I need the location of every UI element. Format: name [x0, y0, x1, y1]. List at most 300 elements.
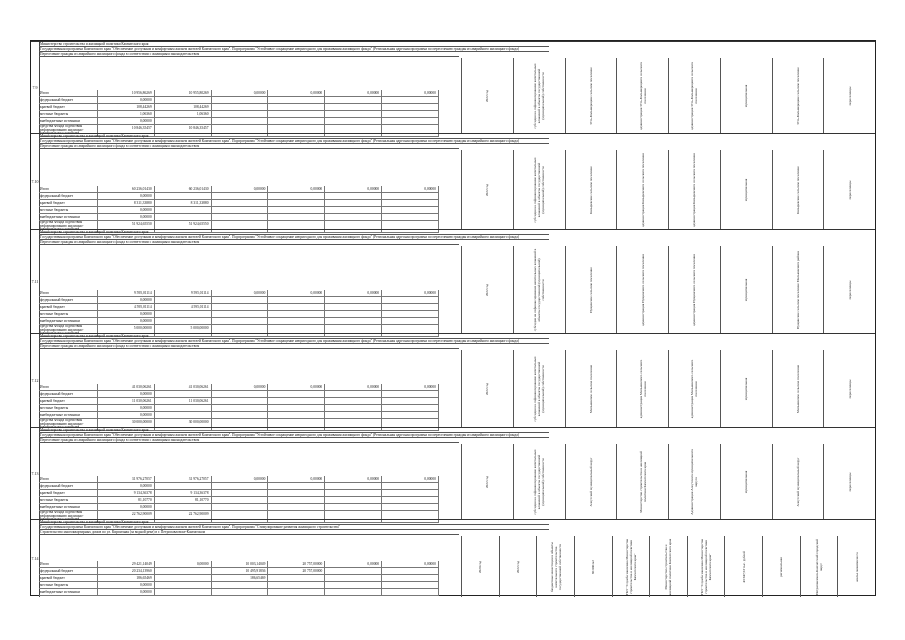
attribute-text: ГКУ "Служба заказчика Министерства строительства и жилищной политики Камчатского края" [700, 538, 713, 595]
attribute-cell [687, 536, 725, 597]
value-cell [325, 483, 382, 489]
table-row [39, 575, 439, 582]
row-label: федеральный бюджет [39, 391, 98, 397]
value-cell [212, 398, 269, 404]
table-row [39, 111, 439, 118]
value-cell: 0,00000 [382, 476, 439, 482]
row-label: федеральный бюджет [39, 568, 98, 574]
program-block [31, 427, 875, 522]
attribute-text: Министерство строительства и жилищной политики Камчатского края [638, 450, 647, 513]
value-cell [212, 497, 269, 503]
value-cell [268, 304, 325, 310]
value-cell: 20 757,00000 [268, 561, 325, 567]
attribute-text: региональная [779, 556, 784, 577]
value-cell [268, 391, 325, 397]
value-cell: 4 595,01114 [98, 304, 155, 310]
table-row [39, 193, 439, 200]
value-cell [382, 304, 439, 310]
value-cell [155, 391, 212, 397]
row-label: местные бюджеты [39, 405, 98, 411]
table-row [39, 391, 439, 398]
measure-title: Строительство многоквартирных домов по ул. Кирпичная (за водной реке) в г. Петропавловске-Камчатском [39, 530, 459, 535]
program-header: Государственная программа Камчатского края "Обеспечение доступным и комфортным жильем жителей Камчатского края". Подпрограмма "Устойчивое сокращение непригодного для проживания жилищного фонда" (Региональная адресная программа по переселению граждан из аварийного жилищного фонда) [39, 433, 549, 438]
attribute-text: переселенцы [847, 86, 852, 105]
row-label: средства Фонда содействия реформированию жилищно-коммунального хозяйства [39, 511, 98, 522]
attribute-cell [720, 150, 772, 229]
attribute-cell [612, 536, 650, 597]
attribute-text: Пущинское сельское поселение Мильковского района [795, 250, 800, 329]
value-cell [382, 589, 439, 595]
row-label: местные бюджеты [39, 311, 98, 317]
attribute-text: ГКУ "Служба заказчика Министерства строительства и жилищной политики Камчатского края" [624, 538, 637, 595]
measure-title: Переселение граждан из аварийного жилищного фонда в соответствии с жилищным законодательством [39, 52, 459, 57]
attribute-cell [720, 58, 772, 133]
attribute-cell [800, 536, 838, 597]
value-cell: 0,00000 [155, 561, 212, 567]
value-cell [325, 193, 382, 199]
attribute-text: субсидия на софинансирование капитальных вложений в объекты государственной (муниципальной) собственности [533, 355, 546, 422]
value-cell [382, 504, 439, 510]
value-cell [382, 497, 439, 503]
budget-table [30, 40, 876, 596]
attribute-cell [513, 444, 565, 519]
value-cell: 5 000,00000 [155, 325, 212, 336]
value-cell: 51 924,65550 [98, 221, 155, 232]
value-cell: 10 956,86269 [98, 90, 155, 96]
table-row [39, 200, 439, 207]
value-cell: 4 595,01114 [155, 304, 212, 310]
value-cell [325, 582, 382, 588]
attribute-cell [762, 536, 800, 597]
row-label: средства Фонда содействия реформированию жилищно-коммунального хозяйства [39, 221, 98, 232]
value-cell [212, 504, 269, 510]
value-cell: 0,00000 [98, 207, 155, 213]
value-cell: 20 757,00000 [268, 568, 325, 574]
row-label: местные бюджеты [39, 582, 98, 588]
ministry-header: Министерство строительства и жилищной политики Камчатского края [39, 520, 549, 525]
value-cell [268, 490, 325, 496]
value-cell: 0,00000 [268, 384, 325, 390]
attribute-text: муниципальная [744, 470, 749, 493]
value-cell: 5 000,00000 [98, 325, 155, 336]
value-cell [382, 568, 439, 574]
attribute-cell [823, 150, 875, 229]
value-cell: 10 846,35457 [155, 125, 212, 136]
value-cell: 60 236,01430 [98, 186, 155, 192]
program-block [31, 519, 875, 597]
value-cell: 0,00000 [212, 90, 269, 96]
value-cell [325, 318, 382, 324]
value-cell [212, 483, 269, 489]
value-cell [212, 104, 269, 110]
attribute-text: Козыревское сельское поселение [795, 165, 800, 214]
value-cell: 81,10770 [98, 497, 155, 503]
value-cell: 0,00000 [98, 504, 155, 510]
attribute-text: субсидия на софинансирование капитальных вложений в объекты государственной (муниципальной) собственности [533, 156, 546, 223]
row-label: Итого [39, 186, 98, 192]
row-label: Итого [39, 561, 98, 567]
attribute-cell [772, 58, 824, 133]
value-cell [325, 104, 382, 110]
attribute-cell [565, 444, 617, 519]
value-cell: 0,00000 [325, 476, 382, 482]
value-cell [382, 490, 439, 496]
value-cell: 186,65469 [98, 575, 155, 581]
value-cell: 10 495,91836 [212, 568, 269, 574]
value-cell: 30 000,00000 [98, 419, 155, 430]
attribute-text: администрация Усть-Большерецкого сельского поселения [638, 61, 647, 130]
value-cell [325, 589, 382, 595]
value-cell: 9 595,01114 [98, 290, 155, 296]
row-label: средства Фонда содействия реформированию жилищно-коммунального хозяйства [39, 325, 98, 336]
value-cell: 22 762,90009 [98, 511, 155, 522]
attribute-cell [461, 536, 499, 597]
value-cell: 41 030,06261 [155, 384, 212, 390]
value-cell: 0,00000 [382, 384, 439, 390]
attribute-cell [513, 350, 565, 427]
attribute-text: переселенцы [847, 180, 852, 199]
value-cell [325, 412, 382, 418]
row-label: федеральный бюджет [39, 193, 98, 199]
value-cell: 0,00000 [98, 311, 155, 317]
row-label: местные бюджеты [39, 497, 98, 503]
measure-title: Переселение граждан из аварийного жилищного фонда в соответствии с жилищным законодательством [39, 438, 459, 443]
value-cell [268, 497, 325, 503]
attribute-cell [837, 536, 875, 597]
attribute-text: субсидия на софинансирование капитальных вложений в объекты государственной (муниципальной) собственности [533, 62, 546, 129]
value-cell [268, 504, 325, 510]
value-cell [212, 200, 269, 206]
table-row [39, 297, 439, 304]
table-row [39, 568, 439, 575]
value-cell: 10 846,35457 [98, 125, 155, 136]
value-cell [155, 504, 212, 510]
value-cell [325, 304, 382, 310]
row-label: краевой бюджет [39, 104, 98, 110]
value-cell [325, 97, 382, 103]
attribute-text: администрация Мильковского сельского поселения [638, 359, 647, 418]
value-cell [155, 214, 212, 220]
attribute-text: Усть-Большерецкое сельское поселение [588, 66, 593, 125]
value-cell: 51 924,65550 [155, 221, 212, 232]
value-cell [382, 200, 439, 206]
attribute-cell [616, 246, 668, 333]
attribute-cell [565, 246, 617, 333]
value-cell: 0,00000 [98, 391, 155, 397]
row-label: средства Фонда содействия реформированию жилищно-коммунального хозяйства [39, 419, 98, 430]
row-label: Итого [39, 290, 98, 296]
value-cell: 186,65469 [212, 575, 269, 581]
value-cell [212, 490, 269, 496]
value-cell [155, 582, 212, 588]
value-cell [382, 575, 439, 581]
attribute-text: субсидия на софинансирование капитальных вложений в объекты государственной (муниципальной) собственности [533, 448, 546, 515]
table-row [39, 318, 439, 325]
attribute-text: администрация Пущинского сельского поселения [692, 253, 697, 326]
attribute-text: 2020 год [478, 560, 483, 573]
value-cell [155, 193, 212, 199]
ministry-header: Министерство строительства и жилищной политики Камчатского края [39, 230, 549, 235]
value-cell [212, 118, 269, 124]
attribute-text: Администрация Алеутского муниципального округа [690, 448, 699, 515]
value-cell: 31 976,27057 [155, 476, 212, 482]
attribute-cell [823, 350, 875, 427]
value-cell [212, 391, 269, 397]
item-number: 7.11 [31, 230, 40, 333]
row-label: краевой бюджет [39, 304, 98, 310]
attribute-text: 2022 год [485, 283, 490, 296]
attribute-text: администрация Мильковского сельского поселения [690, 359, 699, 418]
attribute-text: переселенцы [847, 280, 852, 299]
value-cell: 0,00000 [98, 297, 155, 303]
value-cell [268, 118, 325, 124]
value-cell [268, 318, 325, 324]
value-cell [325, 398, 382, 404]
table-row [39, 483, 439, 490]
ministry-header: Министерство строительства и жилищной политики Камчатского края [39, 428, 549, 433]
value-cell [212, 318, 269, 324]
value-cell: 0,00000 [325, 290, 382, 296]
value-cell: 8 311,33880 [155, 200, 212, 206]
value-cell [382, 207, 439, 213]
attribute-text: Алеутский муниципальный округ [588, 457, 593, 506]
row-label: федеральный бюджет [39, 297, 98, 303]
value-cell: 0,00000 [98, 405, 155, 411]
ministry-header: Министерство строительства и жилищной политики Камчатского края [39, 134, 549, 139]
item-number: 7.12 [31, 334, 40, 427]
value-cell [325, 405, 382, 411]
table-row [39, 186, 439, 193]
value-cell [382, 297, 439, 303]
attribute-text: переселенцы [847, 472, 852, 491]
value-cell [268, 582, 325, 588]
table-row [39, 398, 439, 405]
program-block [31, 333, 875, 430]
attribute-columns [461, 536, 875, 597]
attribute-text: бюджетные инвестиции в объекты капитального строительства государственной собственности [549, 541, 562, 592]
row-label: внебюджетные источники [39, 589, 98, 595]
value-cell [382, 398, 439, 404]
table-row [39, 561, 439, 568]
value-cell [325, 207, 382, 213]
value-cell: 0,00000 [325, 90, 382, 96]
attribute-text: переселенцы [847, 379, 852, 398]
attribute-cell [461, 150, 513, 229]
value-cell [268, 214, 325, 220]
row-label: внебюджетные источники [39, 214, 98, 220]
attribute-text: муниципальная [744, 84, 749, 107]
attribute-text: администрация Козыревского сельского поселения [640, 152, 645, 227]
table-row [39, 412, 439, 419]
row-label: федеральный бюджет [39, 483, 98, 489]
value-cell: 0,00000 [212, 290, 269, 296]
attribute-cell [499, 536, 537, 597]
attribute-text: Пущинское сельское поселение [588, 266, 593, 313]
table-row [39, 476, 439, 483]
value-cell [268, 297, 325, 303]
table-row [39, 504, 439, 511]
row-label: краевой бюджет [39, 575, 98, 581]
value-cell [325, 568, 382, 574]
value-cell: 0,00000 [268, 476, 325, 482]
value-cell [325, 497, 382, 503]
value-cell: 9 134,36378 [155, 490, 212, 496]
value-cell [325, 311, 382, 317]
program-header: Государственная программа Камчатского края "Обеспечение доступным и комфортным жильем жителей Камчатского края". Подпрограмма "Устойчивое сокращение непригодного для проживания жилищного фонда" (Региональная адресная программа по переселению граждан из аварийного жилищного фонда) [39, 47, 549, 52]
value-cell [325, 490, 382, 496]
attribute-cell [565, 150, 617, 229]
attribute-text: Козыревское сельское поселение [588, 165, 593, 214]
value-cell [325, 504, 382, 510]
value-cell [268, 575, 325, 581]
value-cell [268, 193, 325, 199]
value-cell: 0,00000 [98, 589, 155, 595]
value-cell [155, 575, 212, 581]
value-cell: 0,00000 [325, 561, 382, 567]
value-cell [268, 207, 325, 213]
value-cell [325, 118, 382, 124]
value-cell: 0,00000 [98, 318, 155, 324]
value-cell [382, 214, 439, 220]
row-label: внебюджетные источники [39, 412, 98, 418]
value-cell [268, 398, 325, 404]
attribute-columns [461, 444, 875, 519]
value-cell [212, 207, 269, 213]
value-cell: 60 236,01430 [155, 186, 212, 192]
item-number: 7.14 [31, 520, 40, 597]
value-cell: 0,00000 [212, 476, 269, 482]
value-cell: 11 030,06261 [98, 398, 155, 404]
value-cell [325, 391, 382, 397]
table-row [39, 405, 439, 412]
value-cell [382, 118, 439, 124]
value-cell: 0,00000 [98, 97, 155, 103]
value-cell [155, 568, 212, 574]
value-cell [325, 200, 382, 206]
row-label: федеральный бюджет [39, 97, 98, 103]
value-cell [268, 412, 325, 418]
row-label: внебюджетные источники [39, 118, 98, 124]
value-cell: 108,44269 [98, 104, 155, 110]
value-cell [155, 97, 212, 103]
attribute-cell [720, 350, 772, 427]
attribute-columns [461, 246, 875, 333]
value-cell: 1,06360 [98, 111, 155, 117]
value-cell [212, 304, 269, 310]
value-cell: 1,06360 [155, 111, 212, 117]
value-cell [382, 391, 439, 397]
attribute-cell [823, 246, 875, 333]
row-label: средства Фонда содействия реформированию жилищно-коммунального хозяйства [39, 125, 98, 136]
attribute-text: Мильковское сельское поселение [588, 364, 593, 413]
program-header: Государственная программа Камчатского края "Обеспечение доступным и комфортным жильем жителей Камчатского края". Подпрограмма "Устойчивое сокращение непригодного для проживания жилищного фонда" (Региональная адресная программа по переселению граждан из аварийного жилищного фонда) [39, 235, 549, 240]
value-cell [325, 575, 382, 581]
program-block [31, 229, 875, 336]
value-cell [268, 405, 325, 411]
attribute-text: 43 647,53 тыс. рублей [741, 550, 746, 583]
table-row [39, 90, 439, 97]
table-row [39, 290, 439, 297]
attribute-text: Петропавловск-Камчатский городской округ [814, 538, 823, 595]
value-cell [382, 405, 439, 411]
attribute-cell [724, 536, 762, 597]
table-row [39, 97, 439, 104]
attribute-cell [720, 246, 772, 333]
value-cell: 108,44269 [155, 104, 212, 110]
attribute-cell [668, 246, 720, 333]
value-cell [212, 193, 269, 199]
attribute-columns [461, 58, 875, 133]
program-header: Государственная программа Камчатского края "Обеспечение доступным и комфортным жильем жителей Камчатского края". Подпрограмма "Стимулирование развития жилищного строительства" [39, 525, 549, 530]
value-cell: 9 595,01114 [155, 290, 212, 296]
value-cell [212, 582, 269, 588]
attribute-text: 2022 год [485, 183, 490, 196]
value-cell [155, 207, 212, 213]
attribute-cell [536, 536, 574, 597]
attribute-cell [668, 444, 720, 519]
attribute-cell [513, 246, 565, 333]
value-cell [382, 311, 439, 317]
value-cell [382, 412, 439, 418]
attribute-cell [461, 350, 513, 427]
attribute-text: Министерство строительства и жилищной политики Камчатского края [664, 538, 673, 595]
attribute-cell [720, 444, 772, 519]
value-cell [268, 200, 325, 206]
value-cell [155, 483, 212, 489]
item-number: 7.9 [31, 42, 40, 133]
value-cell: 0,00000 [382, 186, 439, 192]
table-row [39, 589, 439, 596]
value-cell: 0,00000 [98, 582, 155, 588]
value-cell [268, 104, 325, 110]
value-cell: 0,00000 [212, 384, 269, 390]
row-label: местные бюджеты [39, 111, 98, 117]
value-cell [155, 412, 212, 418]
value-cell [155, 318, 212, 324]
attribute-cell [574, 536, 612, 597]
table-row [39, 582, 439, 589]
attribute-cell [461, 58, 513, 133]
attribute-cell [772, 246, 824, 333]
value-cell: 30 000,00000 [155, 419, 212, 430]
value-cell: 0,00000 [325, 186, 382, 192]
attribute-text: Мильковское сельское поселение [795, 364, 800, 413]
attribute-text: жилье экономкласса [854, 551, 859, 582]
program-header: Государственная программа Камчатского края "Обеспечение доступным и комфортным жильем жителей Камчатского края". Подпрограмма "Устойчивое сокращение непригодного для проживания жилищного фонда" (Региональная адресная программа по переселению граждан из аварийного жилищного фонда) [39, 139, 549, 144]
value-cell [212, 405, 269, 411]
program-block [31, 133, 875, 232]
program-block [31, 41, 875, 136]
value-cell [382, 582, 439, 588]
value-cell: 20 234,13960 [98, 568, 155, 574]
attribute-cell [772, 444, 824, 519]
attribute-columns [461, 350, 875, 427]
program-header: Государственная программа Камчатского края "Обеспечение доступным и комфортным жильем жителей Камчатского края". Подпрограмма "Устойчивое сокращение непригодного для проживания жилищного фонда" (Региональная адресная программа по переселению граждан из аварийного жилищного фонда) [39, 339, 549, 344]
table-row [39, 118, 439, 125]
value-cell: 0,00000 [382, 561, 439, 567]
measure-title: Переселение граждан из аварийного жилищного фонда в соответствии с жилищным законодательством [39, 344, 459, 349]
measure-title: Переселение граждан из аварийного жилищного фонда в соответствии с жилищным законодательством [39, 144, 459, 149]
attribute-cell [461, 246, 513, 333]
value-cell [212, 589, 269, 595]
value-cell [382, 483, 439, 489]
value-cell: 0,00000 [382, 290, 439, 296]
attribute-cell [668, 350, 720, 427]
table-row [39, 497, 439, 504]
value-cell: 31 976,27057 [98, 476, 155, 482]
value-cell: 8 311,33880 [98, 200, 155, 206]
ministry-header: Министерство строительства и жилищной политики Камчатского края [39, 334, 549, 339]
